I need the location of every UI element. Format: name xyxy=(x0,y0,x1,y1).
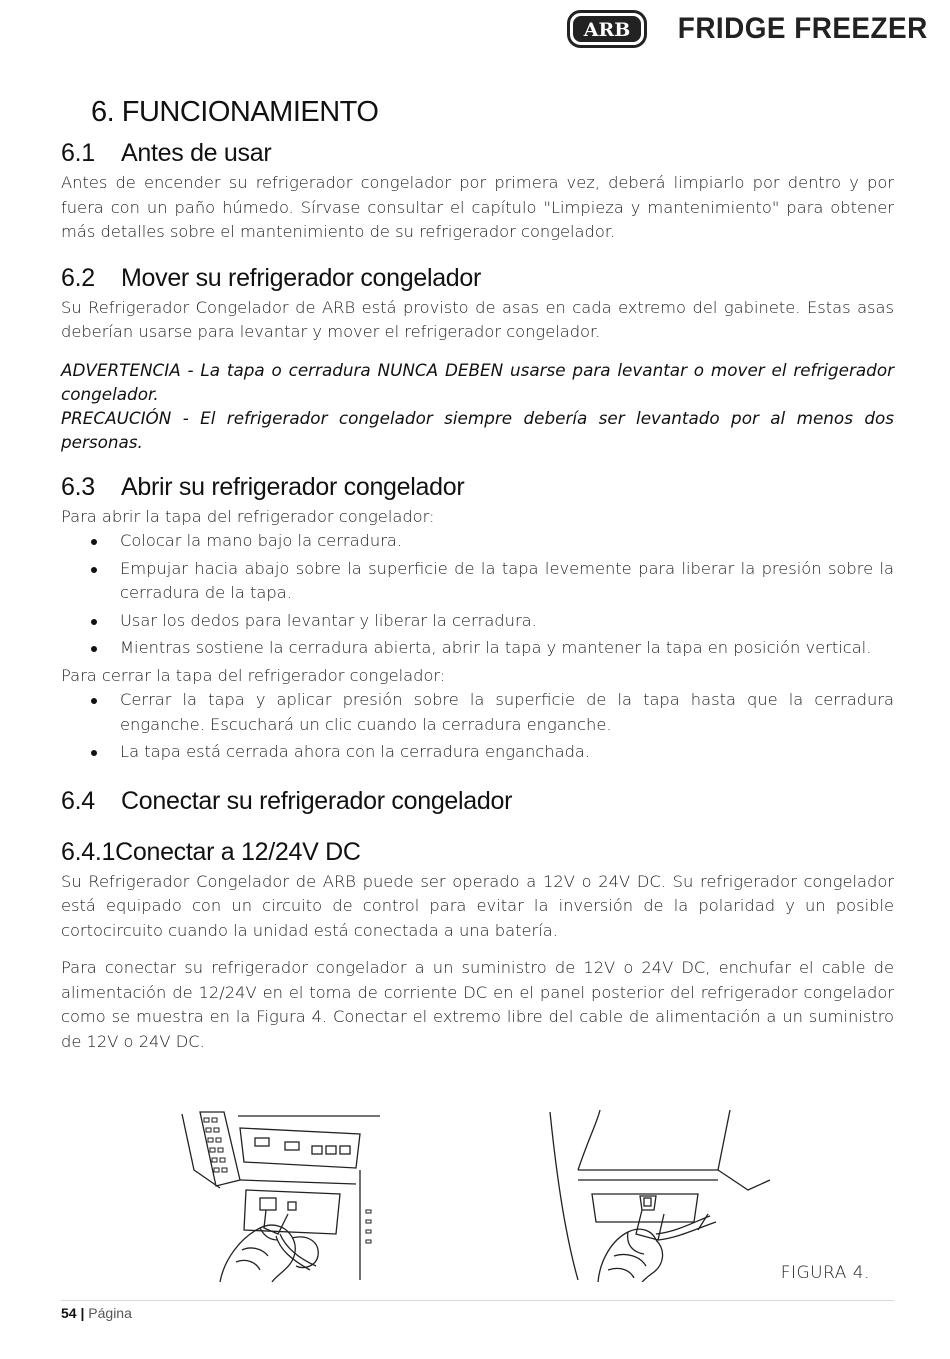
section-6-2-number: 6.2 xyxy=(61,263,95,292)
list-item xyxy=(61,688,894,737)
figure-caption: FIGURA 4. xyxy=(780,1263,870,1283)
page-footer xyxy=(61,1305,132,1321)
section-6-2-title: Mover su refrigerador congelador xyxy=(121,263,482,292)
arb-logo xyxy=(567,10,647,48)
section-6-4-1-paragraph-1: Su Refrigerador Congelador de ARB puede ser operado a 12V o 24V DC. Su refrigerador congelador está equipado con un circuito de control para evitar la inversión de la polaridad y un posible cortocircuito cuando la unidad está conectada a una batería. xyxy=(61,871,894,940)
header-title: FRIDGE FREEZER xyxy=(678,12,928,45)
section-6-4-1-paragraph-2: Para conectar su refrigerador congelador a un suministro de 12V o 24V DC, enchufar el cable de alimentación de 12/24V en el toma de corriente DC en el panel posterior del refrigerador congelador como se muestra en la Figura 4. Conectar el extremo libre del cable de alimentación a un suministro de 12V o 24V DC. xyxy=(61,958,894,1051)
list-item-text: Colocar la mano bajo la cerradura. xyxy=(120,531,403,550)
bullet-icon xyxy=(91,619,97,625)
list-item-text: Cerrar la tapa y aplicar presión sobre la superficie de la tapa hasta que la cerradura enganche. Escuchará un clic cuando la cerradura enganche. xyxy=(120,690,894,734)
list-item xyxy=(61,740,894,765)
bullet-icon xyxy=(91,750,97,756)
page-number: 54 xyxy=(61,1305,77,1321)
figure-4 xyxy=(0,1110,950,1285)
section-6-2-heading xyxy=(61,264,894,293)
list-item-text: Mientras sostiene la cerradura abierta, abrir la tapa y mantener la tapa en posición vertical. xyxy=(120,638,872,657)
page-label: Página xyxy=(88,1305,132,1321)
section-6-3-title: Abrir su refrigerador congelador xyxy=(121,472,465,501)
chapter-title: 6. FUNCIONAMIENTO xyxy=(91,96,379,128)
page-separator: | xyxy=(80,1305,85,1321)
close-steps-list xyxy=(61,688,894,765)
section-6-4-number: 6.4 xyxy=(61,786,95,815)
main-content xyxy=(61,96,894,1054)
bullet-icon xyxy=(91,567,97,573)
section-6-4-heading xyxy=(61,787,894,816)
section-6-1-body: Antes de encender su refrigerador congelador por primera vez, deberá limpiarlo por dentro y por fuera con un paño húmedo. Sírvase consultar el capítulo "Limpieza y mantenimiento" para obtener más detalles sobre el mantenimiento de su refrigerador congelador. xyxy=(61,173,894,241)
header-brand xyxy=(567,10,928,48)
warning-text: ADVERTENCIA - La tapa o cerradura NUNCA DEBEN usarse para levantar o mover el refrigerador congelador. xyxy=(61,359,894,404)
section-6-2-body: Su Refrigerador Congelador de ARB está provisto de asas en cada extremo del gabinete. Estas asas deberían usarse para levantar y mover el refrigerador congelador. xyxy=(61,297,894,341)
open-intro: Para abrir la tapa del refrigerador congelador: xyxy=(61,506,435,526)
fridge-rear-illustration xyxy=(548,1110,770,1282)
footer-divider xyxy=(61,1300,894,1301)
list-item-text: Empujar hacia abajo sobre la superficie de la tapa levemente para liberar la presión sobre la cerradura de la tapa. xyxy=(120,558,894,602)
section-6-4-1-heading xyxy=(61,838,894,867)
open-steps-list xyxy=(61,529,894,661)
section-6-1-number: 6.1 xyxy=(61,139,95,167)
bullet-icon xyxy=(91,646,97,652)
section-6-1-heading xyxy=(61,139,894,168)
section-6-1-title: Antes de usar xyxy=(121,139,272,167)
arb-logo-text: ARB xyxy=(584,19,631,41)
caution-text: PRECAUCIÓN - El refrigerador congelador siempre debería ser levantado por al menos dos personas. xyxy=(61,407,894,452)
list-item-text: Usar los dedos para levantar y liberar la cerradura. xyxy=(120,610,537,630)
list-item xyxy=(61,609,894,634)
close-intro: Para cerrar la tapa del refrigerador congelador: xyxy=(61,665,446,685)
bullet-icon xyxy=(91,539,97,545)
list-item-text: La tapa está cerrada ahora con la cerradura enganchada. xyxy=(120,742,591,761)
section-6-3-number: 6.3 xyxy=(61,472,95,501)
section-6-4-title: Conectar su refrigerador congelador xyxy=(121,786,513,815)
fridge-panel-illustration xyxy=(180,1110,385,1282)
section-6-4-1-title: 6.4.1Conectar a 12/24V DC xyxy=(61,837,361,866)
bullet-icon xyxy=(91,698,97,704)
list-item xyxy=(61,557,894,606)
list-item xyxy=(61,636,894,661)
section-6-3-heading xyxy=(61,473,894,502)
list-item xyxy=(61,529,894,554)
